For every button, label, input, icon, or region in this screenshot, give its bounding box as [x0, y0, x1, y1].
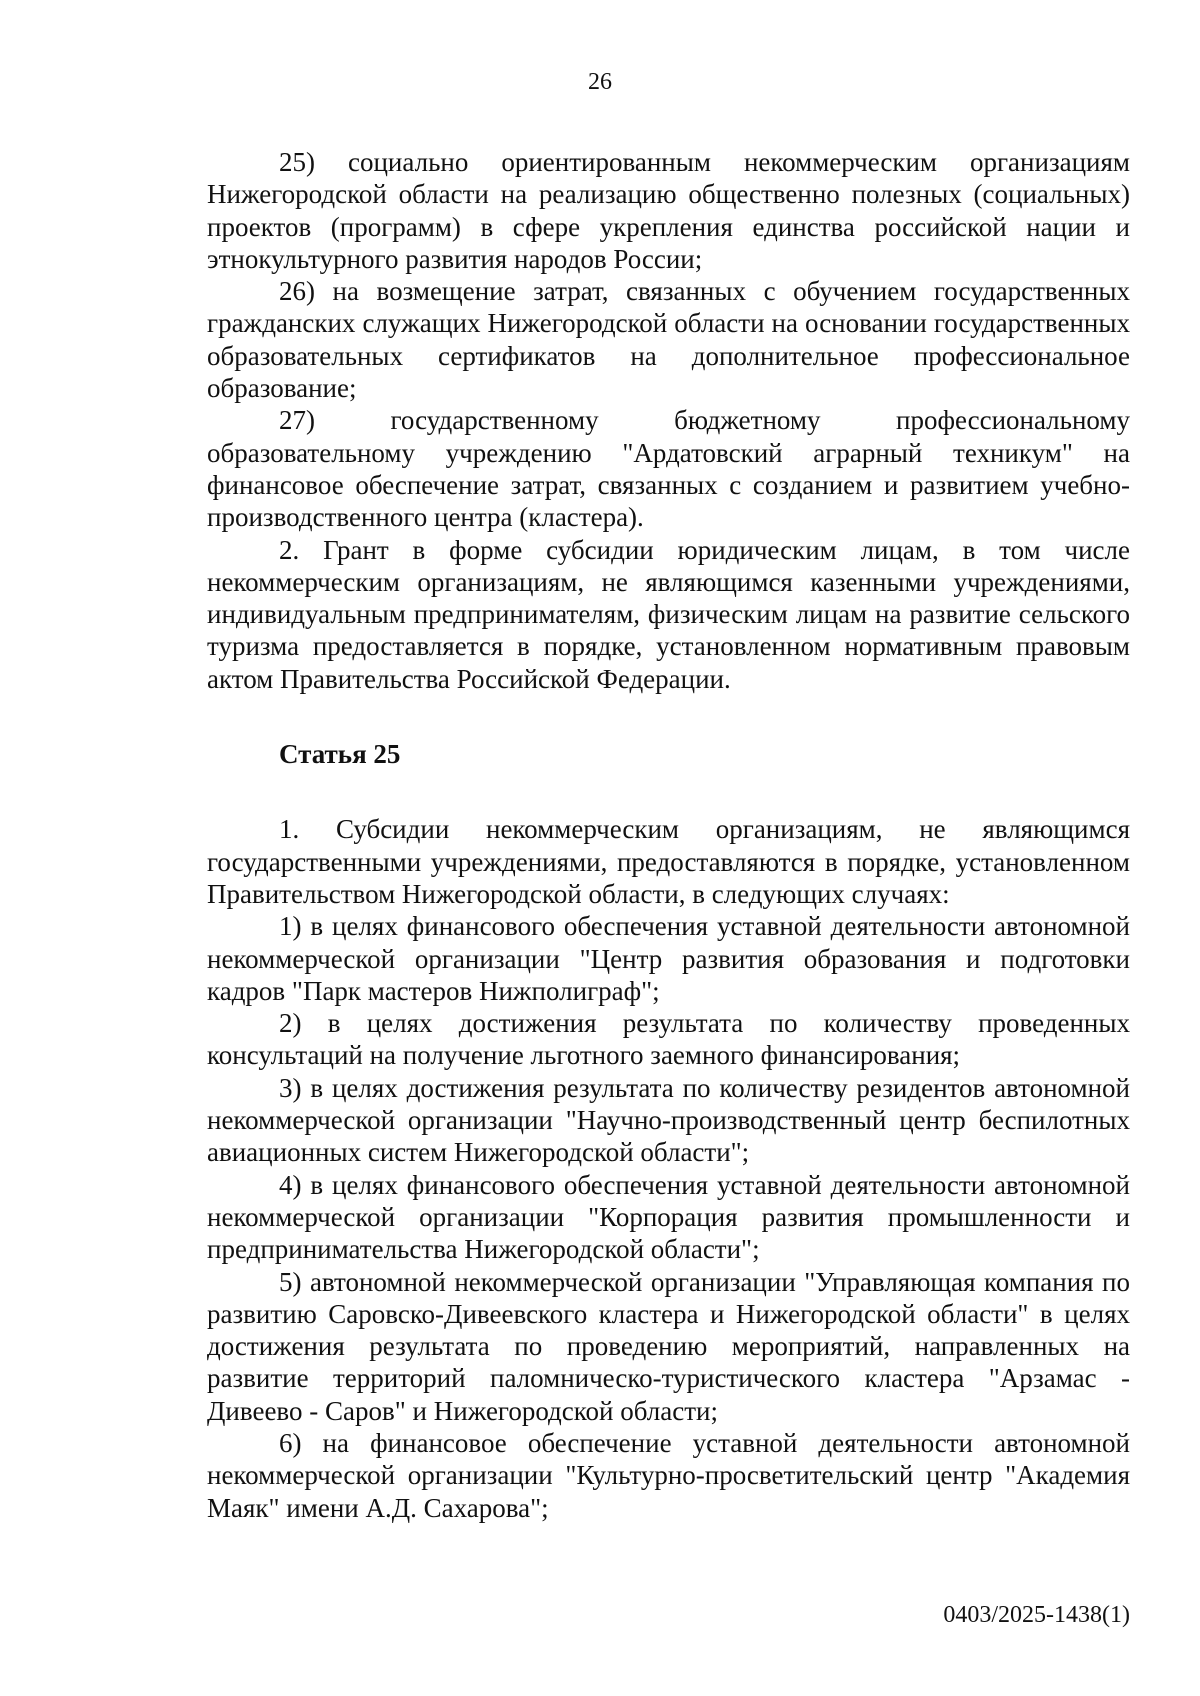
page-number: 26	[588, 69, 612, 95]
paragraph-item-25: 25) социально ориентированным некоммерческим организациям Нижегородской области на реализацию общественно полезных (социальных) проектов (программ) в сфере укрепления единства российской нации и этнокультурного развития народов России;	[207, 147, 1130, 274]
paragraph-case-1: 1) в целях финансового обеспечения уставной деятельности автономной некоммерческой организации "Центр развития образования и подготовки кадров "Парк мастеров Нижполиграф";	[207, 911, 1130, 1006]
paragraph-article-intro: 1. Субсидии некоммерческим организациям, не являющимся государственными учреждениями, предоставляются в порядке, установленном Правительством Нижегородской области, в следующих случаях:	[207, 814, 1130, 909]
paragraph-item-26: 26) на возмещение затрат, связанных с обучением государственных гражданских служащих Нижегородской области на основании государственных образовательных сертификатов на дополнительное профессиональное образование;	[207, 276, 1130, 404]
paragraph-item-27: 27) государственному бюджетному профессиональному образовательному учреждению "Ардатовский аграрный техникум" на финансовое обеспечение затрат, связанных с созданием и развитием учебно-производственного центра (кластера).	[207, 405, 1130, 533]
paragraph-case-5: 5) автономной некоммерческой организации "Управляющая компания по развитию Саровско-Дивеевского кластера и Нижегородской области" в целях достижения результата по проведению мероприятий, направленных на развитие территорий паломническо-туристического кластера "Арзамас - Дивеево - Саров" и Нижегородской области;	[207, 1266, 1130, 1426]
paragraph-case-2: 2) в целях достижения результата по количеству проведенных консультаций на получение льготного заемного финансирования;	[207, 1008, 1130, 1071]
paragraph-grant: 2. Грант в форме субсидии юридическим лицам, в том числе некоммерческим организациям, не являющимся казенными учреждениями, индивидуальным предпринимателям, физическим лицам на развитие сельского туризма предоставляется в порядке, установленном нормативным правовым актом Правительства Российской Федерации.	[207, 534, 1130, 694]
spacer	[207, 695, 1130, 738]
paragraph-case-6: 6) на финансовое обеспечение уставной деятельности автономной некоммерческой организации "Культурно-просветительский центр "Академия Маяк" имени А.Д. Сахарова";	[207, 1427, 1130, 1523]
spacer	[207, 770, 1130, 813]
paragraph-case-4: 4) в целях финансового обеспечения уставной деятельности автономной некоммерческой организации "Корпорация развития промышленности и предпринимательства Нижегородской области";	[207, 1169, 1130, 1265]
document-body	[207, 146, 1130, 1524]
article-heading: Статья 25	[279, 739, 401, 770]
paragraph-case-3: 3) в целях достижения результата по количеству резидентов автономной некоммерческой организации "Научно-производственный центр беспилотных авиационных систем Нижегородской области";	[207, 1072, 1130, 1168]
document-number: 0403/2025-1438(1)	[943, 1602, 1130, 1628]
